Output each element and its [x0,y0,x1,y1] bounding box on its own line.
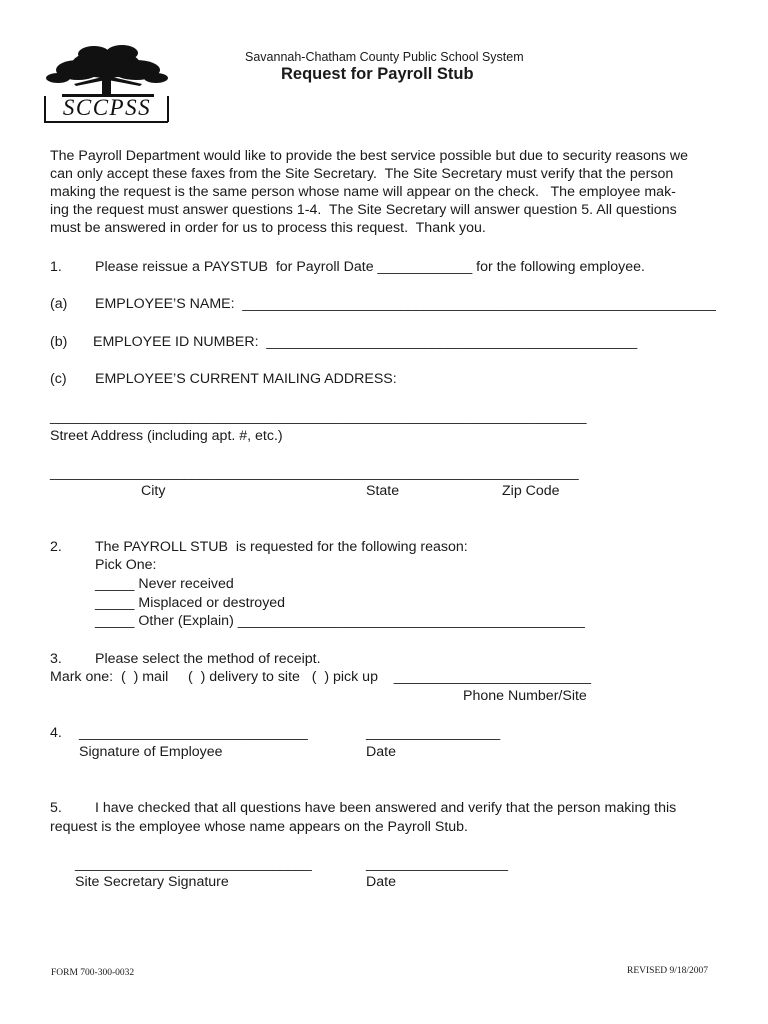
street-address-field[interactable]: ____________________________________________________________________ [50,409,587,425]
street-address-label: Street Address (including apt. #, etc.) [50,428,283,444]
oak-tree-icon [44,44,170,100]
option-never-received[interactable]: _____ Never received [95,576,234,592]
option-other-explain[interactable]: _____ Other (Explain) ____________________________________________ [95,613,585,629]
employee-date-label: Date [366,744,396,760]
q1-number: 1. [50,259,62,275]
revised-date: REVISED 9/18/2007 [627,966,709,976]
q3-number: 3. [50,651,62,667]
secretary-signature-label: Site Secretary Signature [75,874,229,890]
q5-text-line2: request is the employee whose name appears on the Payroll Stub. [50,819,468,835]
secretary-date-field[interactable]: __________________ [366,856,509,872]
qa-letter: (a) [50,296,68,312]
employee-name-field[interactable]: EMPLOYEE’S NAME: ____________________________________________________________ [95,296,716,312]
qc-letter: (c) [50,371,67,387]
intro-line: ing the request must answer questions 1-4. The Site Secretary will answer question 5. All questions [50,202,677,218]
organization-name: Savannah-Chatham County Public School System [245,50,524,64]
employee-signature-field[interactable]: _____________________________ [79,725,308,741]
intro-paragraph [50,147,740,237]
intro-line: can only accept these faxes from the Site Secretary. The Site Secretary must verify that the person [50,166,674,182]
sccpss-logo [44,44,170,126]
zip-code-label: Zip Code [502,483,560,499]
q5-number: 5. [50,800,62,816]
logo-text: SCCPSS [62,95,152,120]
q2-number: 2. [50,539,62,555]
option-misplaced-destroyed[interactable]: _____ Misplaced or destroyed [95,595,286,611]
secretary-signature-field[interactable]: ______________________________ [75,856,312,872]
intro-line: must be answered in order for us to process this request. Thank you. [50,220,486,236]
q2-text: The PAYROLL STUB is requested for the following reason: [95,539,468,555]
employee-signature-label: Signature of Employee [79,744,223,760]
receipt-method-options[interactable]: Mark one: ( ) mail ( ) delivery to site ( ) pick up _________________________ [50,669,591,685]
mailing-address-label: EMPLOYEE’S CURRENT MAILING ADDRESS: [95,371,397,387]
employee-date-field[interactable]: _________________ [366,725,501,741]
q1-payroll-date-field[interactable]: Please reissue a PAYSTUB for Payroll Date ____________ for the following employee. [95,259,645,275]
intro-line: The Payroll Department would like to provide the best service possible but due to security reasons we [50,148,688,164]
employee-id-field[interactable]: EMPLOYEE ID NUMBER: _______________________________________________ [93,334,638,350]
secretary-date-label: Date [366,874,396,890]
intro-line: making the request is the same person whose name will appear on the check. The employee mak- [50,184,676,200]
q3-text: Please select the method of receipt. [95,651,321,667]
q4-number: 4. [50,725,62,741]
form-title: Request for Payroll Stub [281,65,474,83]
qb-letter: (b) [50,334,68,350]
pick-one-label: Pick One: [95,557,157,573]
form-number: FORM 700-300-0032 [51,968,135,978]
city-state-zip-field[interactable]: ___________________________________________________________________ [50,465,579,481]
phone-number-site-label: Phone Number/Site [463,688,587,704]
state-label: State [366,483,400,499]
q5-text-line1: I have checked that all questions have been answered and verify that the person making this [95,800,677,816]
city-label: City [141,483,166,499]
